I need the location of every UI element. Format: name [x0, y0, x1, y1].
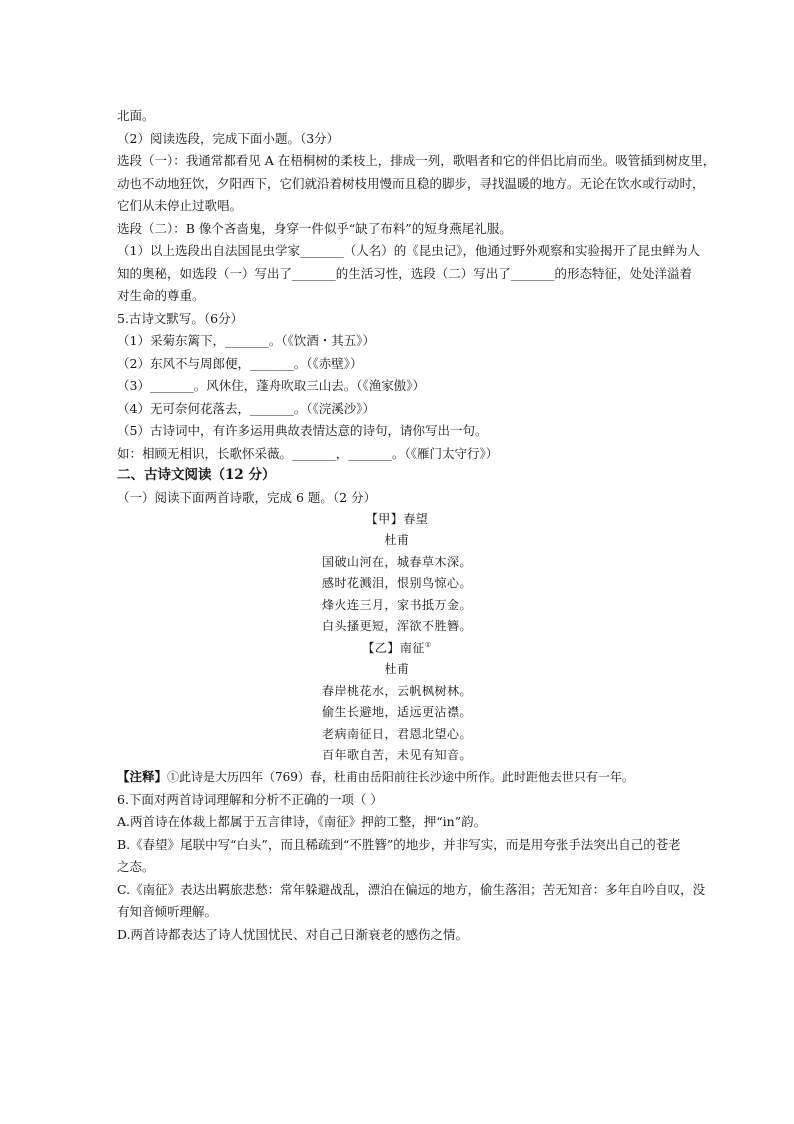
text-line: （1）采菊东篱下，_______。（《饮酒・其五》）: [117, 333, 375, 348]
text-line: （3）_______。风休住，蓬舟吹取三山去。（《渔家傲》）: [117, 378, 425, 393]
question-heading: 5.古诗文默写。（6分）: [117, 311, 244, 326]
option-line: C.《南征》表达出羁旅悲愁：常年躲避战乱，漂泊在偏远的地方，偷生落泪；苦无知音：多年自吟自叹，没: [117, 882, 706, 897]
option-line: 之态。: [117, 859, 155, 874]
text-line: （1）以上选段出自法国昆虫学家_______（人名）的《昆虫记》，他通过野外观察和实验揭开了昆虫鲜为人: [117, 243, 700, 258]
poem-line: 百年歌自苦，未见有知音。: [321, 748, 472, 762]
poem-line: 感时花溅泪，恨别鸟惊心。: [321, 576, 472, 590]
poem-title: [0, 640, 794, 656]
poem-line: 春岸桃花水，云帆枫树林。: [321, 684, 472, 698]
text-line: 它们从未停止过歌唱。: [117, 198, 243, 213]
question-stem: 6.下面对两首诗词理解和分析不正确的一项（ ）: [117, 792, 383, 807]
poem-line: 国破山河在，城春草木深。: [321, 555, 472, 569]
text-line: 动也不动地狂饮，夕阳西下，它们就沿着树枝用慢而且稳的脚步，寻找温暖的地方。无论在饮水或行动时，: [117, 176, 705, 191]
option-line: 有知音倾听理解。: [117, 904, 218, 919]
text-line: 选段（一）：我通常都看见 A 在梧桐树的柔枝上，排成一列，歌唱者和它的伴侣比肩而坐。吸管插到树皮里，: [117, 153, 716, 168]
text-line: （4）无可奈何花落去，_______。（《浣溪沙》）: [117, 401, 375, 416]
section-heading: 二、古诗文阅读（12 分）: [117, 467, 276, 483]
footnote-label: 【注释】: [117, 769, 168, 784]
text-line: 如：相顾无相识，长歌怀采薇。_______，_______。（《雁门太守行》）: [117, 446, 499, 461]
text-line: 知的奥秘，如选段（一）写出了_______的生活习性，选段（二）写出了_______的形态特征，处处洋溢着: [117, 266, 693, 281]
text-line: 选段（二）：B 像个吝啬鬼，身穿一件似乎“缺了布料”的短身燕尾礼服。: [117, 221, 512, 236]
footnote: [117, 769, 687, 785]
text-line: （2）东风不与周郎便，_______。（《赤壁》）: [117, 356, 363, 371]
poem-title-text: 【乙】南征: [362, 641, 425, 655]
poem-author: 杜甫: [384, 662, 410, 676]
option-line: D.两首诗都表达了诗人忧国忧民、对自己日渐衰老的感伤之情。: [117, 927, 469, 942]
text-line: 北面。: [117, 108, 155, 123]
text-line: （2）阅读选段，完成下面小题。（3分）: [117, 131, 340, 146]
poem-line: 白头搔更短，浑欲不胜簪。: [321, 619, 472, 633]
poem-line: 烽火连三月，家书抵万金。: [321, 598, 472, 612]
text-line: 对生命的尊重。: [117, 288, 205, 303]
poem-author: 杜甫: [384, 533, 410, 547]
footnote-marker: ①: [424, 641, 432, 649]
text-line: （5）古诗词中，有许多运用典故表情达意的诗句，请你写出一句。: [117, 423, 488, 438]
section-intro: （一）阅读下面两首诗歌，完成 6 题。（2 分）: [117, 490, 377, 505]
option-line: B.《春望》尾联中写“白头”，而且稀疏到“不胜簪”的地步，并非写实，而是用夸张手法突出自己的苍老: [117, 837, 681, 852]
poem-title: 【甲】春望: [365, 512, 429, 526]
poem-line: 老病南征日，君恩北望心。: [321, 727, 472, 741]
footnote-text: ①此诗是大历四年（769）春，杜甫由岳阳前往长沙途中所作。此时距他去世只有一年。: [167, 770, 634, 784]
poem-line: 偷生长避地，适远更沾襟。: [321, 705, 472, 719]
option-line: A.两首诗在体裁上都属于五言律诗，《南征》押韵工整，押“in”韵。: [117, 814, 487, 829]
